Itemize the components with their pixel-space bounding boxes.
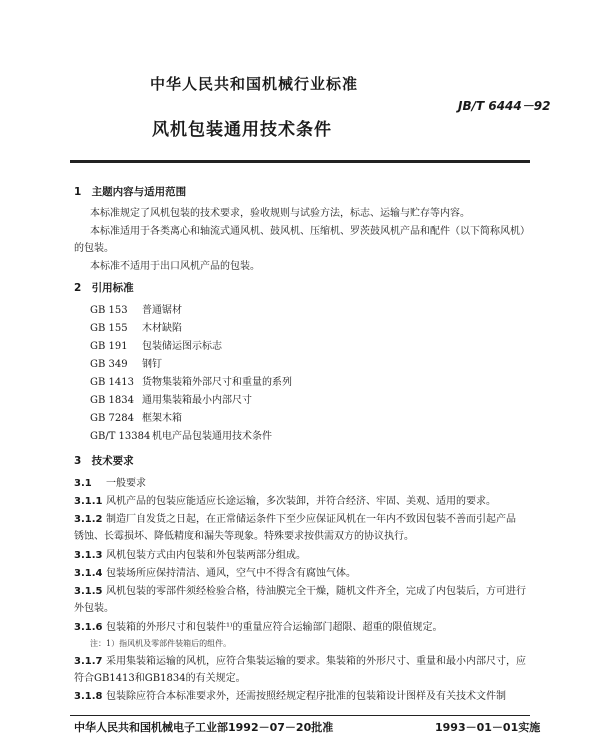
reference-name: 货物集装箱外部尺寸和重量的系列 (142, 377, 292, 388)
reference-code: GB 1413 (90, 377, 134, 388)
clause-text: 制造厂自发货之日起，在正常储运条件下至少应保证风机在一年内不致因包装不善而引起产品 (106, 514, 516, 525)
clause-text: 一般要求 (106, 478, 146, 489)
clause-number: 3.1.3 (74, 550, 103, 561)
section-1-paragraph-continued: 的包装。 (74, 243, 114, 254)
reference-name: 机电产品包装通用技术条件 (152, 431, 272, 442)
clause-text: 外包装。 (74, 603, 114, 614)
clause-text: 符合GB1413和GB1834的有关规定。 (74, 673, 246, 684)
reference-item (90, 355, 162, 370)
clause (74, 564, 532, 583)
section-title: 主题内容与适用范围 (91, 186, 187, 198)
reference-item (90, 301, 182, 316)
section-number: 2 (74, 282, 82, 294)
section-1-paragraph: 本标准不适用于出口风机产品的包装。 (90, 261, 260, 272)
section-number: 3 (74, 455, 82, 467)
reference-code: GB 1834 (90, 395, 134, 406)
reference-code: GB 349 (90, 359, 128, 370)
approval-statement: 中华人民共和国机械电子工业部1992－07－20批准 (74, 721, 334, 734)
clause-text: 采用集装箱运输的风机，应符合集装运输的要求。集装箱的外形尺寸、重量和最小内部尺寸，应 (106, 656, 526, 667)
clause-number: 3.1 (74, 478, 92, 489)
clause-number: 3.1.7 (74, 656, 103, 667)
section-title: 技术要求 (91, 455, 134, 467)
reference-name: 普通锯材 (142, 305, 182, 316)
reference-item (90, 409, 182, 424)
clause-number: 3.1.5 (74, 586, 103, 597)
reference-name: 包装储运图示标志 (142, 341, 222, 352)
clause (74, 492, 532, 511)
footnote: 注：1）指风机及零部件装箱后的组件。 (90, 639, 232, 648)
clause (74, 618, 532, 637)
reference-code: GB 191 (90, 341, 128, 352)
reference-item (90, 319, 182, 334)
clause-number: 3.1.2 (74, 514, 103, 525)
clause-text: 风机产品的包装应能适应长途运输，多次装卸，并符合经济、牢固、美观、适用的要求。 (106, 496, 496, 507)
reference-name: 木材缺陷 (142, 323, 182, 334)
clause-number: 3.1.6 (74, 622, 103, 633)
section-3-heading (74, 453, 134, 468)
footer-rule (70, 715, 530, 716)
reference-name: 框架木箱 (142, 413, 182, 424)
section-1-paragraph: 本标准适用于各类离心和轴流式通风机、鼓风机、压缩机、罗茨鼓风机产品和配件（以下简称风机） (90, 226, 530, 237)
clause-text: 包装箱的外形尺寸和包装件¹⁾的重量应符合运输部门超限、超重的限值规定。 (106, 622, 443, 633)
section-number: 1 (74, 186, 82, 198)
reference-item (90, 427, 272, 442)
reference-item (90, 391, 252, 406)
industry-standard-title: 中华人民共和国机械行业标准 (150, 75, 359, 93)
reference-item (90, 337, 222, 352)
reference-item (90, 373, 292, 388)
section-1-heading (74, 184, 186, 199)
standard-number: JB/T 6444－92 (458, 99, 551, 113)
clause-continued (74, 599, 532, 618)
section-2-heading (74, 280, 134, 295)
clause-number: 3.1.8 (74, 691, 103, 702)
clause-number: 3.1.1 (74, 496, 103, 507)
clause-text: 包装除应符合本标准要求外，还需按照经规定程序批准的包装箱设计图样及有关技术文件制 (106, 691, 506, 702)
clause-text: 锈蚀、长霉损坏、降低精度和漏失等现象。特殊要求按供需双方的协议执行。 (74, 531, 414, 542)
effective-date: 1993－01－01实施 (435, 721, 541, 734)
reference-code: GB 155 (90, 323, 128, 334)
clause-text: 风机包装方式由内包装和外包装两部分组成。 (106, 550, 306, 561)
header-rule (70, 160, 530, 163)
reference-name: 钢钉 (142, 359, 162, 370)
document-title: 风机包装通用技术条件 (152, 120, 332, 140)
clause-continued (74, 527, 532, 546)
clause-continued (74, 669, 532, 688)
reference-name: 通用集装箱最小内部尺寸 (142, 395, 252, 406)
section-1-paragraph: 本标准规定了风机包装的技术要求，验收规则与试验方法，标志、运输与贮存等内容。 (90, 208, 470, 219)
clause (74, 687, 532, 706)
clause-number: 3.1.4 (74, 568, 103, 579)
reference-code: GB/T 13384 (90, 431, 151, 442)
section-title: 引用标准 (91, 282, 134, 294)
clause-text: 包装场所应保持清洁、通风，空气中不得含有腐蚀气体。 (106, 568, 356, 579)
clause-text: 风机包装的零部件须经检验合格，待油膜完全干燥，随机文件齐全，完成了内包装后，方可进行 (106, 586, 526, 597)
clause (74, 546, 532, 565)
reference-code: GB 153 (90, 305, 128, 316)
clause (74, 474, 532, 493)
reference-code: GB 7284 (90, 413, 134, 424)
